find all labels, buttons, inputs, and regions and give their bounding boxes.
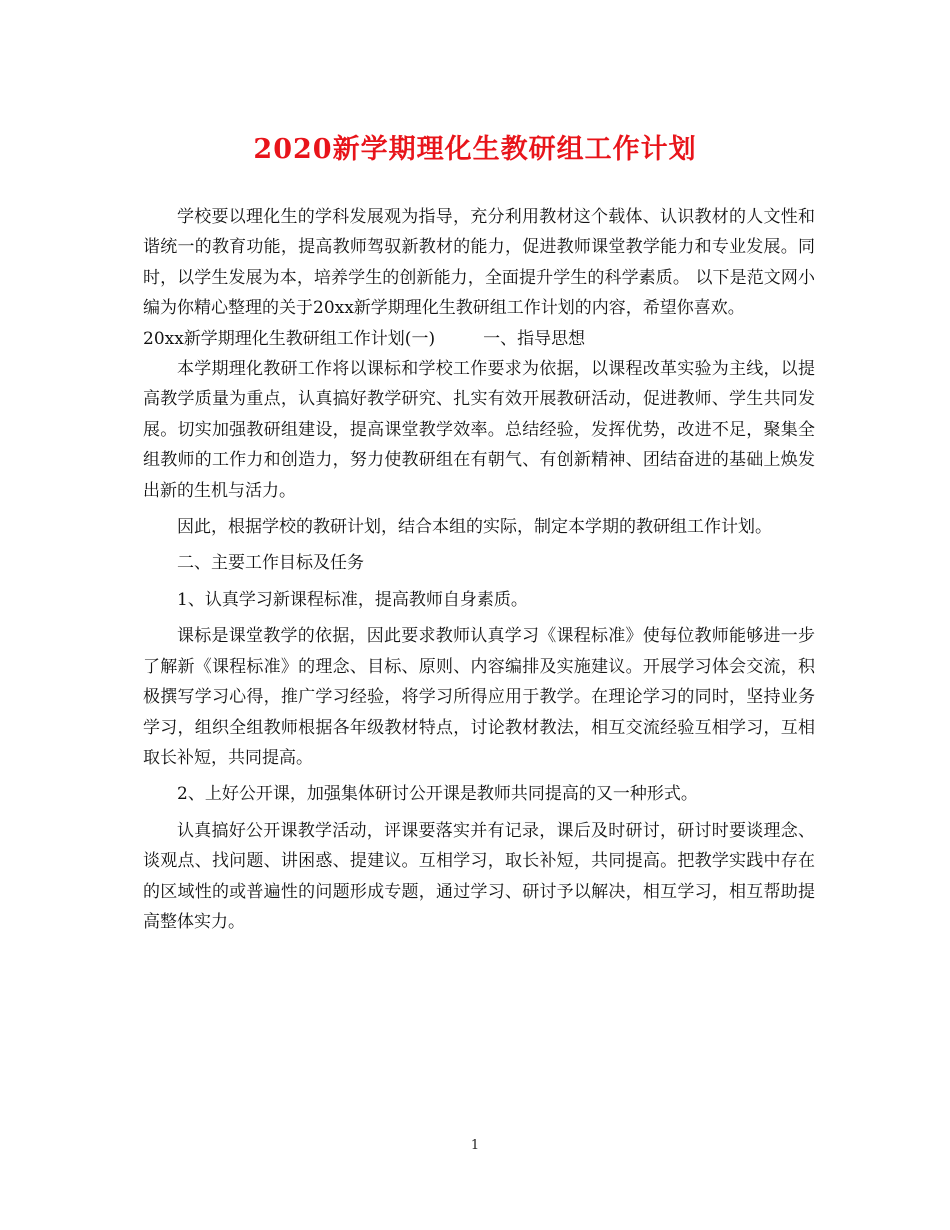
intro-paragraph: 学校要以理化生的学科发展观为指导，充分利用教材这个载体、认识教材的人文性和谐统一的教育功能，提高教师驾驭新教材的能力，促进教师课堂教学能力和专业发展。同时，以学生发展为本，培养学生的创新能力，全面提升学生的科学素质。 以下是范文网小编为你精心整理的关于20xx新学期理化生教研组工作计划的内容，希望你喜欢。: [143, 207, 815, 319]
plan-heading-line: [143, 324, 815, 354]
item2-heading: 2、上好公开课，加强集体研讨公开课是教师共同提高的又一种形式。: [177, 784, 698, 805]
document-title: 2020新学期理化生教研组工作计划: [253, 134, 697, 165]
section1-heading: 一、指导思想: [483, 328, 586, 349]
item2-body: 认真搞好公开课教学活动，评课要落实并有记录，课后及时研讨，研讨时要谈理念、谈观点、找问题、讲困惑、提建议。互相学习，取长补短，共同提高。把教学实践中存在的区域性的或普遍性的问题形成专题，通过学习、研讨予以解决，相互学习，相互帮助提高整体实力。: [143, 820, 815, 932]
page-number: 1: [470, 1138, 480, 1153]
item1-heading: 1、认真学习新课程标准，提高教师自身素质。: [177, 589, 528, 610]
section1-paragraph-1: 本学期理化教研工作将以课标和学校工作要求为依据，以课程改革实验为主线，以提高教学质量为重点，认真搞好教学研究、扎实有效开展教研活动，促进教师、学生共同发展。切实加强教研组建设，提高课堂教学效率。总结经验，发挥优势，改进不足，聚集全组教师的工作力和创造力，努力使教研组在有朝气、有创新精神、团结奋进的基础上焕发出新的生机与活力。: [143, 359, 815, 501]
item1-body: 课标是课堂教学的依据，因此要求教师认真学习《课程标准》使每位教师能够进一步了解新《课程标准》的理念、目标、原则、内容编排及实施建议。开展学习体会交流，积极撰写学习心得，推广学习经验，将学习所得应用于教学。在理论学习的同时，坚持业务学习，组织全组教师根据各年级教材特点，讨论教材教法，相互交流经验互相学习，互相取长补短，共同提高。: [143, 626, 815, 768]
section1-paragraph-2: 因此，根据学校的教研计划，结合本组的实际，制定本学期的教研组工作计划。: [177, 517, 772, 538]
section2-heading: 二、主要工作目标及任务: [177, 553, 364, 574]
plan-heading: 20xx新学期理化生教研组工作计划(一): [143, 328, 436, 349]
document-body: [143, 202, 815, 937]
